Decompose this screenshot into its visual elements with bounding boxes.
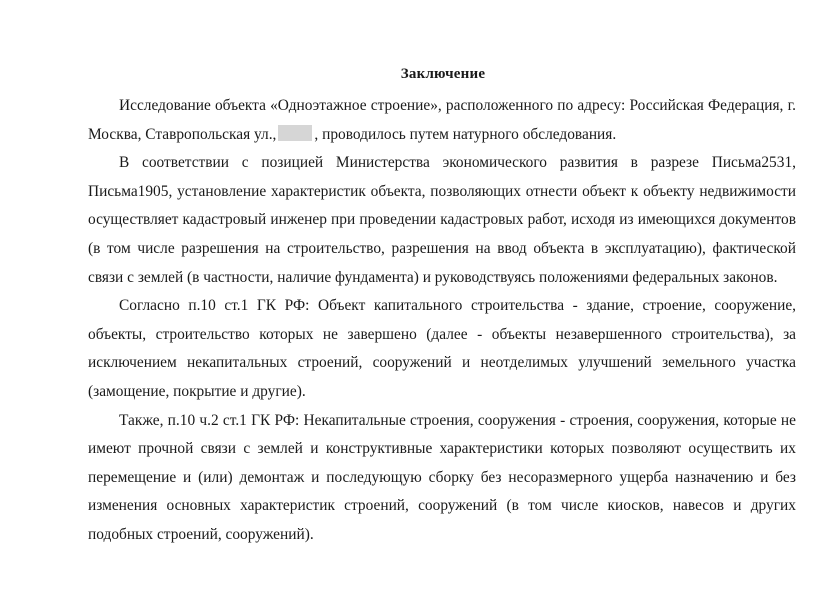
- paragraph-object-address: [88, 92, 796, 149]
- document-title: Заключение: [400, 66, 486, 82]
- redacted-house-number: [278, 125, 312, 141]
- paragraph-address-text-before: Исследование объекта «Одноэтажное строение», расположенного по адресу: Российская Федерация, г. Москва, Ставропольская ул.,: [88, 97, 796, 143]
- paragraph-ministry-position: В соответствии с позицией Министерства экономического развития в разрезе Письма2531, Письма1905, установление характеристик объекта, позволяющих отнести объект к объекту недвижимости осуществляет кадастровый инженер при проведении кадастровых работ, исходя из имеющихся документов (в том числе разрешения на строительство, разрешения на ввод объекта в эксплуатацию), фактической связи с землей (в частности, наличие фундамента) и руководствуясь положениями федеральных законов.: [88, 154, 796, 286]
- paragraph-address-text-after: , проводилось путем натурного обследования.: [314, 125, 617, 143]
- document-body: [88, 92, 796, 550]
- paragraph-capital-construction: Согласно п.10 ст.1 ГК РФ: Объект капитального строительства - здание, строение, сооружение, объекты, строительство которых не завершено (далее - объекты незавершенного строительства), за исключением некапитальных строений, сооружений и неотделимых улучшений земельного участка (замощение, покрытие и другие).: [88, 297, 796, 400]
- paragraph-non-capital-structures: Также, п.10 ч.2 ст.1 ГК РФ: Некапитальные строения, сооружения - строения, сооружения, которые не имеют прочной связи с землей и конструктивные характеристики которых позволяют осуществить их перемещение и (или) демонтаж и последующую сборку без несоразмерного ущерба назначению и без изменения основных характеристик строений, сооружений (в том числе киосков, навесов и других подобных строений, сооружений).: [88, 411, 796, 543]
